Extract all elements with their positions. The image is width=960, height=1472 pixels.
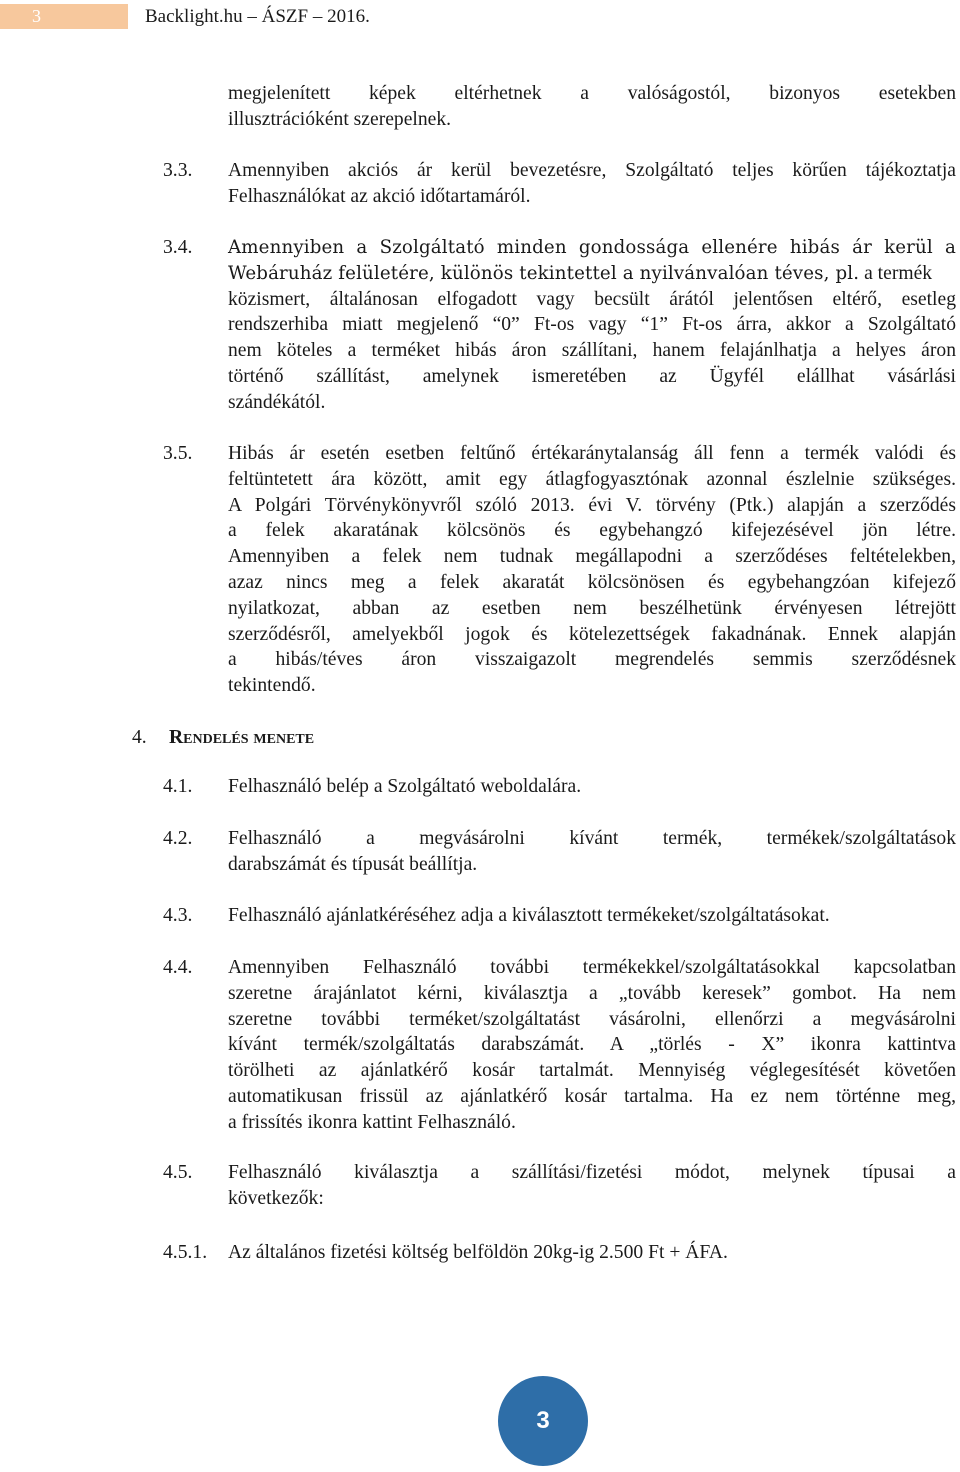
text-line: közismert, általánosan elfogadott vagy becsült árától jelentősen eltérő, esetleg <box>228 288 956 310</box>
text-line: Felhasználó kiválasztja a szállítási/fizetési módot, melynek típusai a <box>228 1162 956 1183</box>
clause-3-3 <box>228 158 956 210</box>
clause-number-4-2: 4.2. <box>163 828 193 849</box>
clause-number-4-1: 4.1. <box>163 776 193 797</box>
page-header <box>0 0 960 36</box>
text-line: a termék <box>859 262 933 284</box>
clause-4-2 <box>228 826 956 878</box>
text-line: Az általános fizetési költség belföldön 20kg-ig 2.500 Ft + ÁFA. <box>228 1242 728 1263</box>
header-title: Backlight.hu – ÁSZF – 2016. <box>145 6 370 27</box>
text-line: a frissítés ikonra kattint Felhasználó. <box>228 1111 516 1133</box>
text-line: automatikusan frissül az ajánlatkérő kosár tartalma. Ha ez nem történne meg, <box>228 1085 956 1107</box>
clause-4-5-1 <box>228 1240 956 1266</box>
text-line: darabszámát és típusát beállítja. <box>228 853 478 875</box>
text-line: megjelenített képek eltérhetnek a valóságostól, bizonyos esetekben <box>228 83 956 104</box>
text-line: Amennyiben a felek nem tudnak megállapodni a szerződéses feltételekben, <box>228 546 956 568</box>
text-line: szeretne további terméket/szolgáltatást vásárolni, ellenőrzi a megvásárolni <box>228 1008 956 1030</box>
clause-number-4-5: 4.5. <box>163 1162 193 1183</box>
text-line: Amennyiben akciós ár kerül bevezetésre, Szolgáltató teljes körűen tájékoztatja <box>228 160 956 181</box>
clause-3-5 <box>228 441 956 699</box>
clause-number-3-5: 3.5. <box>163 443 193 464</box>
text-line: szeretne árajánlatot kérni, kiválasztja a „tovább keresek” gombot. Ha nem <box>228 982 956 1004</box>
text-line: Amennyiben Felhasználó további termékekkel/szolgáltatásokkal kapcsolatban <box>228 957 956 978</box>
text-line: Felhasználókat az akció időtartamáról. <box>228 185 531 207</box>
text-line: rendszerhiba miatt megjelenő “0” Ft-os vagy “1” Ft-os árra, akkor a Szolgáltató <box>228 314 956 336</box>
text-line: feltüntetett ára között, amit egy átlagfogyasztónak azonnal észlelnie szükséges. <box>228 468 956 490</box>
clause-3-4 <box>228 235 956 416</box>
clause-number-4-5-1: 4.5.1. <box>163 1242 208 1263</box>
text-line: a hibás/téves áron visszaigazolt megrendelés semmis szerződésnek <box>228 649 956 671</box>
text-line: szerződésről, amelyekből jogok és kötelezettségek fakadnának. Ennek alapján <box>228 623 956 645</box>
text-line: történő szállítást, amelynek ismeretében az Ügyfél elállhat vásárlási <box>228 365 956 387</box>
clause-number-3-3: 3.3. <box>163 160 193 181</box>
header-page-number: 3 <box>0 4 128 29</box>
text-line: Amennyiben a Szolgáltató minden gondossága ellenére hibás ár kerül a <box>228 237 956 258</box>
section-title: Rendelés menete <box>169 727 315 748</box>
text-line: azaz nincs meg a felek akaratát kölcsönösen és egybehangzóan kifejező <box>228 571 956 593</box>
clause-4-4 <box>228 955 956 1136</box>
clause-number-4-4: 4.4. <box>163 957 193 978</box>
text-line: A Polgári Törvénykönyvről szóló 2013. évi V. törvény (Ptk.) alapján a szerződés <box>228 494 956 516</box>
text-line: Felhasználó belép a Szolgáltató weboldalára. <box>228 776 582 797</box>
text-line: Webáruház felületére, különös tekintettel a nyilvánvalóan téves, pl. <box>228 262 860 284</box>
text-line: törölheti az ajánlatkérő kosár tartalmát. Mennyiség véglegesítését követően <box>228 1060 956 1082</box>
text-line: szándékától. <box>228 391 326 413</box>
footer-page-number: 3 <box>498 1376 588 1466</box>
text-line: Hibás ár esetén esetben feltűnő értékaránytalanság áll fenn a termék valódi és <box>228 443 956 464</box>
text-line: következők: <box>228 1187 324 1209</box>
paragraph-continuation <box>228 81 956 133</box>
clause-number-4-3: 4.3. <box>163 905 193 926</box>
section-number: 4. <box>132 727 147 748</box>
clause-4-1 <box>228 774 956 800</box>
text-line: a felek akaratának kölcsönös és egybehangzó kifejezésével jön létre. <box>228 520 956 542</box>
text-line: tekintendő. <box>228 675 316 697</box>
text-line: Felhasználó ajánlatkéréséhez adja a kiválasztott termékeket/szolgáltatásokat. <box>228 905 830 926</box>
text-line: kívánt termék/szolgáltatás darabszámát. A „törlés - X” ikonra kattintva <box>228 1034 956 1056</box>
text-line: illusztrációként szerepelnek. <box>228 108 452 130</box>
text-line: Felhasználó a megvásárolni kívánt termék, termékek/szolgáltatások <box>228 828 956 849</box>
clause-4-5 <box>228 1160 956 1212</box>
clause-number-3-4: 3.4. <box>163 237 193 258</box>
text-line: nyilatkozat, abban az esetben nem beszélhetünk érvényesen létrejött <box>228 597 956 619</box>
clause-4-3 <box>228 903 956 929</box>
text-line: nem köteles a terméket hibás áron szállítani, hanem felajánlhatja a helyes áron <box>228 340 956 362</box>
